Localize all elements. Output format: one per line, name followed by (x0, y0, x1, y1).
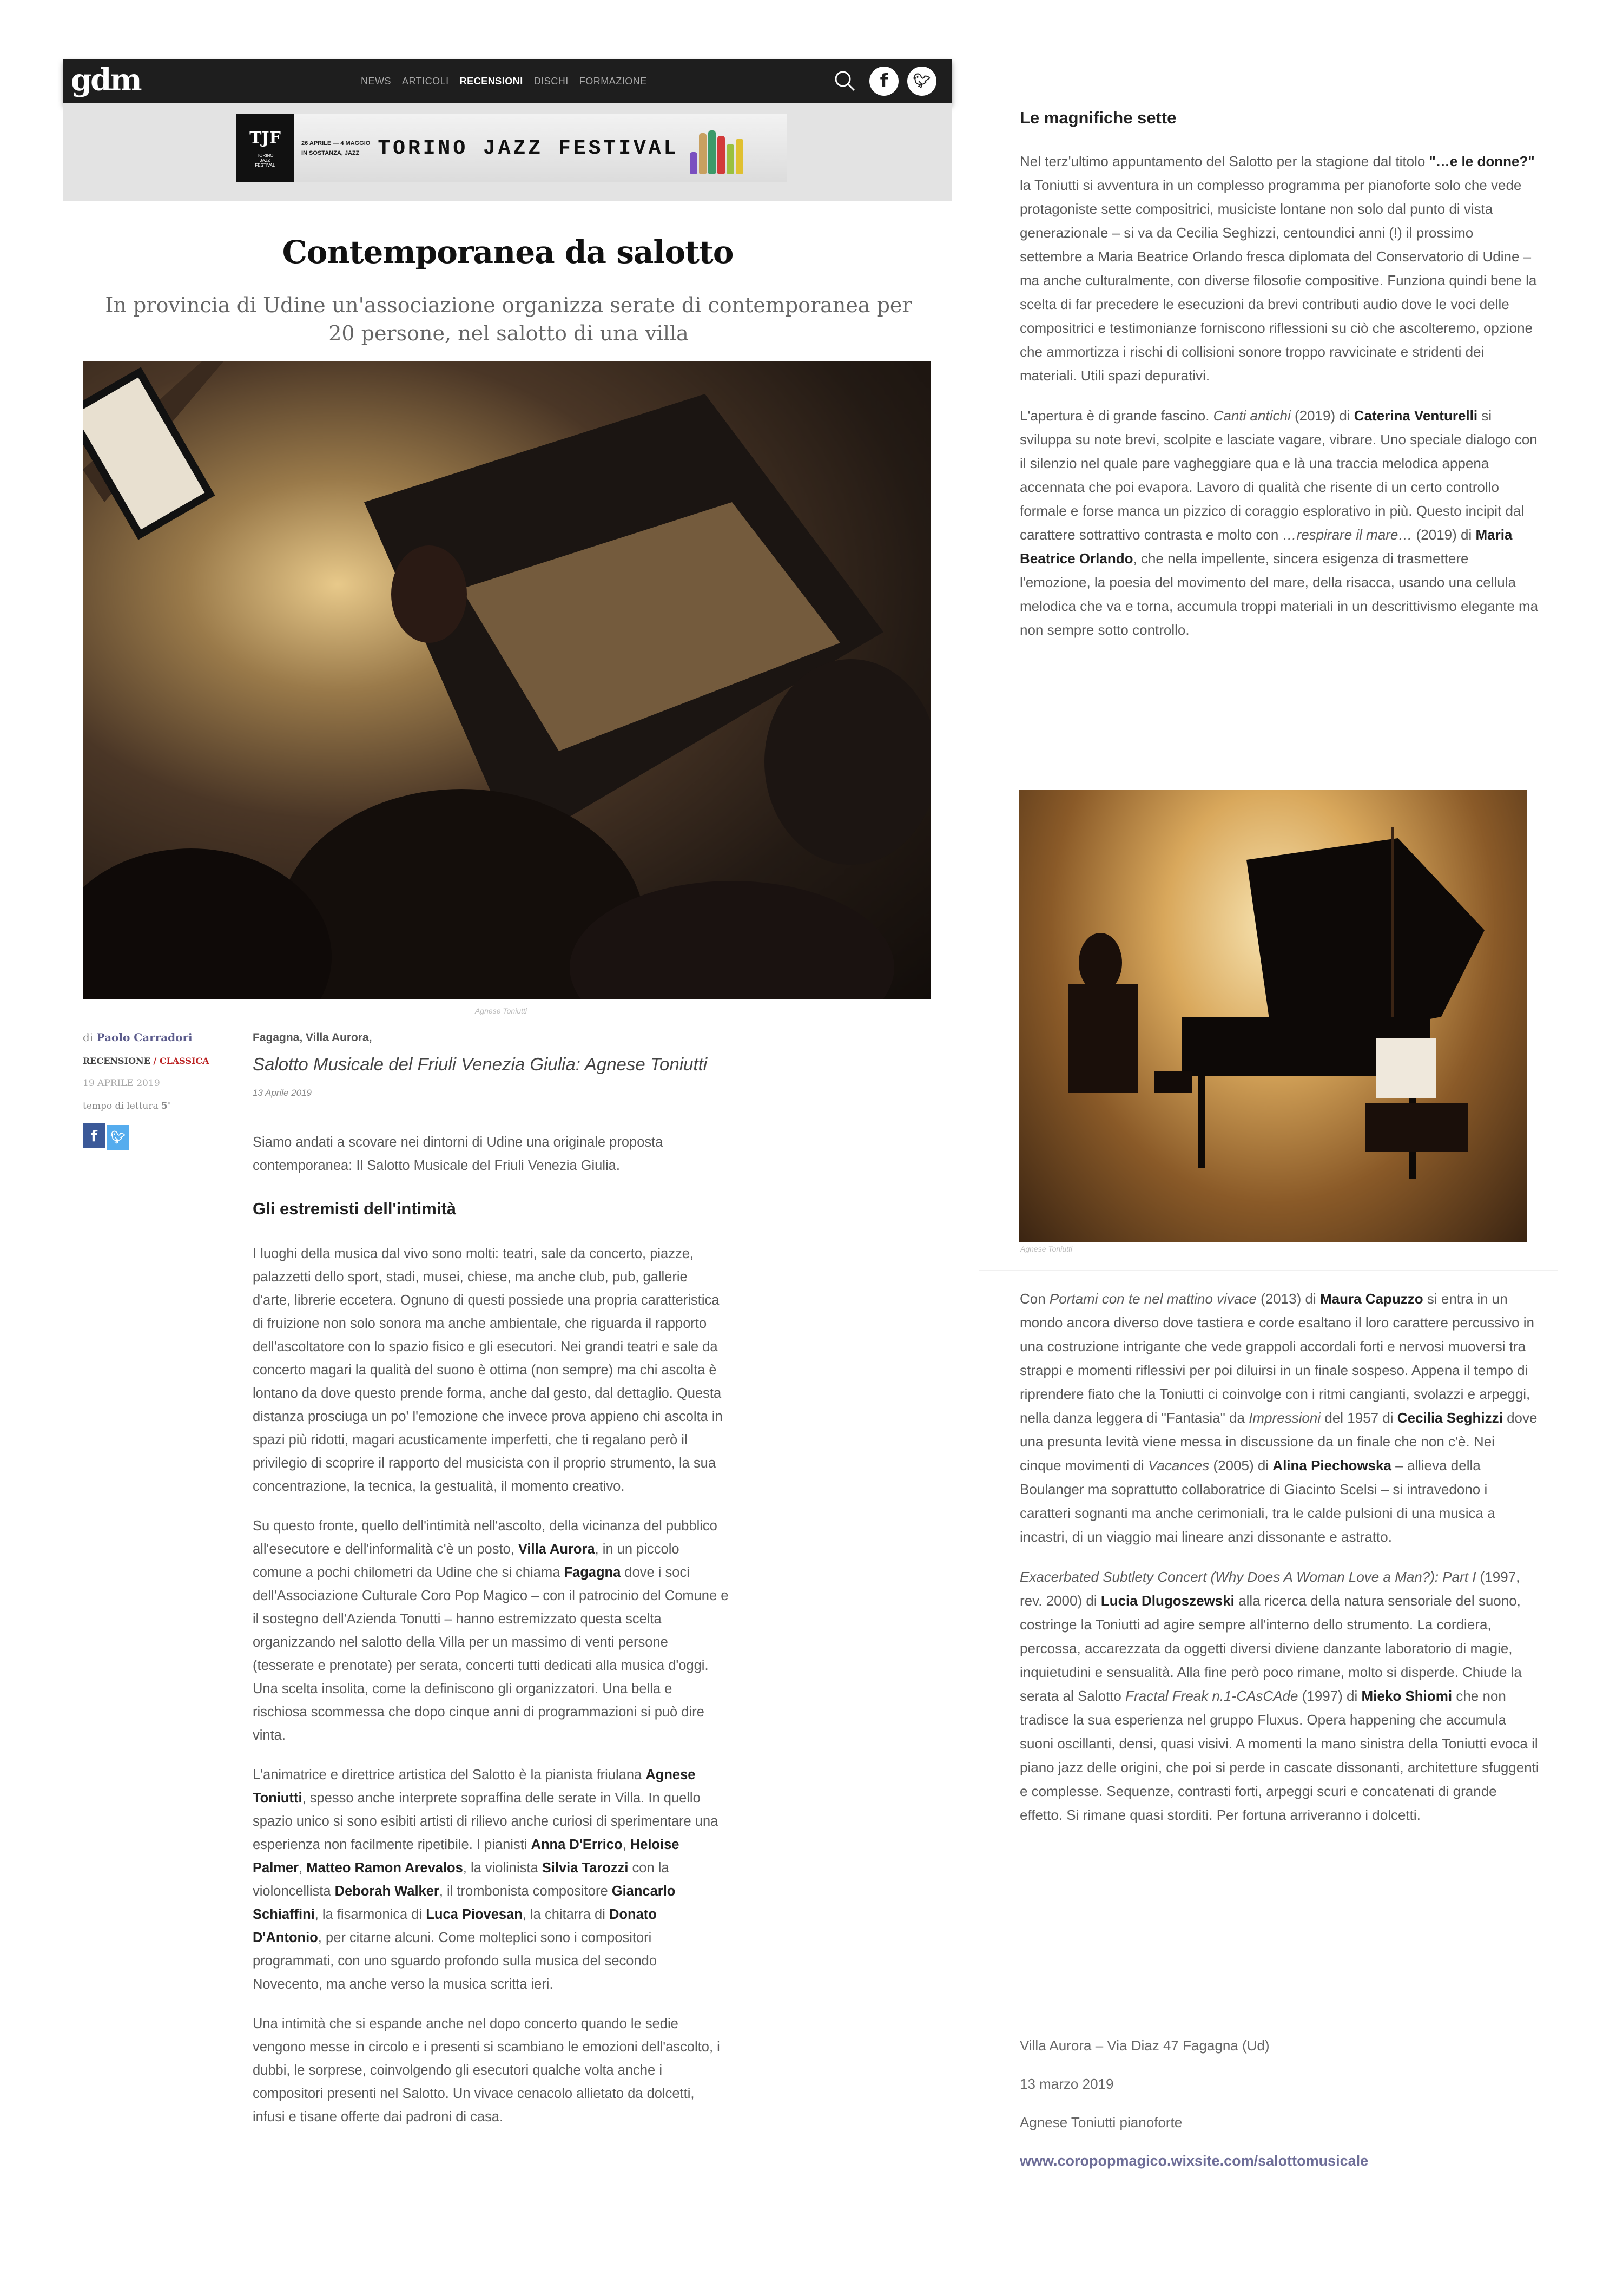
bold-name: Fagagna (564, 1565, 621, 1580)
text-run: L'animatrice e direttrice artistica del Salotto è la pianista friulana (253, 1767, 646, 1782)
text-run: Con (1020, 1291, 1050, 1307)
paragraph-group (1020, 1287, 1539, 1827)
publish-date: 19 APRILE 2019 (83, 1078, 160, 1089)
piano-scene-illustration (1019, 790, 1527, 1242)
festival-dates: 26 APRILE — 4 MAGGIO IN SOSTANZA, JAZZ (301, 140, 371, 156)
bold-name: Deborah Walker (334, 1884, 439, 1899)
bold-name: Agnese Toniutti (253, 1767, 696, 1806)
text-run: , che nella impellente, sincera esigenza di trasmettere l'emozione, la poesia del movimento del mare, della risacca, usando una cellula melodica che va e torna, accumula troppi materiali in un descrittivismo elegante ma non sempre sotto controllo. (1020, 550, 1539, 638)
bold-name: Anna D'Errico (531, 1837, 623, 1852)
bold-name: Heloise Palmer (253, 1837, 679, 1876)
text-run: , (622, 1837, 630, 1852)
paragraph-group (1020, 149, 1539, 642)
twitter-icon[interactable]: 🐦︎ (907, 67, 936, 96)
photo2-caption: Agnese Toniutti (1020, 1245, 1072, 1253)
text-run: (2013) di (1256, 1291, 1320, 1307)
text-run: (2019) di (1412, 527, 1476, 543)
nav-item-articoli[interactable]: ARTICOLI (402, 75, 449, 87)
text-run: , spesso anche interprete sopraffina delle serate in Villa. In quello spazio unico si sono esibiti artisti di rilievo anche curiosi di sperimentare una esperienza non facilmente ripetibile. I pianisti (253, 1791, 718, 1852)
text-run: con la violoncellista (253, 1860, 669, 1899)
article-meta (83, 1031, 234, 1162)
facebook-icon[interactable]: f (869, 67, 899, 96)
nav-item-formazione[interactable]: FORMAZIONE (579, 75, 647, 87)
event-title: Salotto Musicale del Friuli Venezia Giulia: Agnese Toniutti (253, 1054, 708, 1074)
text-run: si entra in un mondo ancora diverso dove tastiera e corde esaltano il loro carattere percussivo in una costruzione intrigante che vede grappoli accordali forti e nervosi muoversi tra strappi e momenti riflessivi per poi diluirsi in un finale sospeso. Appena il tempo di riprendere fiato che la Toniutti ci coinvolge con i ritmi cangianti, svolazzi e arpeggi, nella danza leggera di "Fantasia" da (1020, 1291, 1534, 1426)
paragraph (1020, 404, 1539, 642)
category-link[interactable]: / CLASSICA (153, 1056, 209, 1066)
text-run: , la chitarra di (522, 1907, 609, 1922)
bold-name: Matteo Ramon Arevalos (306, 1860, 463, 1876)
torino-jazz-festival-banner[interactable] (236, 114, 787, 182)
site-logo[interactable]: gdm (71, 62, 141, 98)
text-run: (1997, rev. 2000) di (1020, 1569, 1520, 1609)
text-run: Nel terz'ultimo appuntamento del Salotto per la stagione dal titolo (1020, 153, 1429, 169)
text-run: (2005) di (1209, 1457, 1273, 1473)
nav-item-recensioni[interactable]: RECENSIONI (459, 75, 523, 87)
article-body-right (1020, 108, 1539, 658)
read-time: 5' (161, 1101, 171, 1111)
paragraph (1020, 149, 1539, 387)
website-link[interactable]: www.coropopmagico.wixsite.com/salottomusicale (1020, 2153, 1369, 2169)
text-run: , il trombonista compositore (439, 1884, 612, 1899)
bold-name: Caterina Venturelli (1354, 407, 1478, 424)
text-run: (1997) di (1298, 1688, 1362, 1704)
text-run: dove una presunta levità viene messa in discussione da un finale che non c'è. Nei cinque movimenti di (1020, 1410, 1538, 1473)
concert-scene-illustration (83, 361, 931, 999)
paragraph (253, 2012, 729, 2129)
pianist-photo (1019, 790, 1527, 1242)
bold-name: Luca Piovesan (426, 1907, 523, 1922)
hero-caption: Agnese Toniutti (475, 1006, 527, 1015)
text-run: , in un piccolo comune a pochi chilometri da Udine che si chiama (253, 1542, 679, 1580)
search-icon[interactable] (830, 67, 860, 96)
text-run: , la violinista (463, 1860, 542, 1876)
by-prefix: di (83, 1031, 94, 1044)
article-subtitle: In provincia di Udine un'associazione organizza serate di contemporanea per 20 persone, nel salotto di una villa (105, 293, 912, 345)
paragraph-group (253, 1131, 729, 1177)
article-body-left (253, 1031, 729, 2145)
event-date: 13 Aprile 2019 (253, 1088, 312, 1098)
text-run: si sviluppa su note brevi, scolpite e lasciate vagare, vibrare. Uno speciale dialogo con il silenzio nel quale pare vagheggiare qua e là una traccia melodica appena accennata che poi evapora. Lavoro di qualità che risente di un certo controllo formale e forse manca un pizzico di coraggio esplorativo in più. Questo incipit dal carattere sottrattivo contrasta e molto con (1020, 407, 1538, 543)
paragraph (253, 1764, 729, 1996)
performer: Agnese Toniutti pianoforte (1020, 2114, 1183, 2130)
author-link[interactable]: Paolo Carradori (96, 1031, 193, 1044)
bold-name: Giancarlo Schiaffini (253, 1884, 676, 1922)
top-navbar (63, 59, 952, 103)
bottles-image (688, 114, 743, 182)
festival-name: TORINO JAZZ FESTIVAL (378, 136, 679, 160)
paragraph (253, 1242, 729, 1498)
work-title: Impressioni (1249, 1410, 1321, 1426)
work-title: Exacerbated Subtlety Concert (Why Does A Woman Love a Man?): Part I (1020, 1569, 1476, 1585)
bold-name: Alina Piechowska (1272, 1457, 1391, 1473)
share-twitter-icon[interactable]: 🐦︎ (107, 1125, 129, 1150)
nav-item-news[interactable]: NEWS (361, 75, 391, 87)
paragraph (253, 1131, 729, 1177)
article-body-right-continued (1020, 1287, 1539, 1843)
venue-address: Villa Aurora – Via Diaz 47 Fagagna (Ud) (1020, 2037, 1270, 2054)
bold-name: Maura Capuzzo (1319, 1291, 1423, 1307)
share-facebook-icon[interactable]: f (83, 1123, 105, 1148)
ad-area (63, 103, 952, 201)
event-info (1020, 2037, 1368, 2169)
bold-name: Lucia Dlugoszewski (1100, 1593, 1235, 1609)
text-run: I luoghi della musica dal vivo sono molti: teatri, sale da concerto, piazze, palazzetti dello sport, stadi, musei, chiese, ma anche club, pub, gallerie d'arte, librerie eccetera. Ognuno di questi possiede una propria caratteristica di fruizione non solo sonora ma anche ambientale, che riguarda il rapporto dell'ascoltatore con lo spazio fisico e gli esecutori. Nei grandi teatri e sale da concerto magari la qualità del suono è ottima (non sempre) ma chi ascolta è lontano da dove questo prende forma, anche dal gesto, dal dettaglio. Questa distanza prosciuga un po' l'emozione che invece prova appieno chi ascolta in spazi più ridotti, magari acusticamente imperfetti, che ti regalano però il privilegio di scoprire il rapporto del musicista con il proprio strumento, la sua concentrazione, la tecnica, la gestualità, il momento creativo. (253, 1246, 723, 1494)
divider (979, 1270, 1558, 1271)
hero-photo (83, 361, 931, 999)
paragraph-group (253, 1242, 729, 2129)
text-run: Siamo andati a scovare nei dintorni di Udine una originale proposta contemporanea: Il Salotto Musicale del Friuli Venezia Giulia. (253, 1135, 663, 1173)
text-run: , per citarne alcuni. Come molteplici sono i compositori programmati, con uno sguardo profondo sulla musica del secondo Novecento, ma anche verso la musica scritta ieri. (253, 1930, 657, 1992)
text-run: che non tradisce la sua esperienza nel gruppo Fluxus. Opera happening che accumula suoni oscillanti, densi, quasi visivi. A momenti la mano sinistra della Toniutti evoca il piano jazz delle origini, che poi si perde in cascate dissonanti, architetture sfuggenti e complesse. Sequenze, contrasti forti, arpeggi scuri e concatenati di grande effetto. Si rimane quasi storditi. Per fortuna arriveranno i dolcetti. (1020, 1688, 1539, 1823)
text-run: dove i soci dell'Associazione Culturale Coro Pop Magico – con il patrocinio del Comune e il sostegno dell'Azienda Tonutti – hanno estremizzato questa scelta organizzando nel salotto della Villa per un massimo di venti persone (tesserate e prenotate) per serata, concerti tutti dedicati alla musica d'oggi. Una scelta insolita, come la definiscono gli organizzatori. Una bella e rischiosa scommessa che dopo cinque anni di programmazioni si può dire vinta. (253, 1565, 729, 1743)
concert-date: 13 marzo 2019 (1020, 2076, 1114, 2092)
event-place: Fagagna, Villa Aurora, (253, 1031, 372, 1044)
text-run: Su questo fronte, quello dell'intimità nell'ascolto, della vicinanza del pubblico all'esecutore e dell'informalità c'è un posto, (253, 1518, 717, 1557)
work-title: Vacances (1148, 1457, 1210, 1473)
text-run: , (299, 1860, 307, 1876)
bold-name: Villa Aurora (518, 1542, 595, 1557)
work-title: …respirare il mare… (1282, 527, 1413, 543)
main-menu (361, 59, 647, 103)
tjf-logo: TJF TORINO JAZZ FESTIVAL (236, 114, 294, 182)
text-run: del 1957 di (1321, 1410, 1397, 1426)
text-run: la Toniutti si avventura in un complesso programma per pianoforte solo che vede protagoniste sette compositrici, musiciste lontane non solo dal punto di vista generazionale – si va da Cecilia Seghizzi, centoundici anni (!) il prossimo settembre a Maria Beatrice Orlando fresca diplomata del Conservatorio di Udine – ma anche culturalmente, con diverse filosofie compositive. Funziona quindi bene la scelta di far precedere le esecuzioni da brevi contributi audio dove le voci delle compositrici e testimonianze forniscono riflessioni su ciò che ascolteremo, opzione che ammortizza i rischi di collisioni sonore troppo ravvicinate e stridenti dei materiali. Utili spazi depurativi. (1020, 177, 1537, 384)
text-run: (2019) di (1290, 407, 1354, 424)
bold-name: Donato D'Antonio (253, 1907, 657, 1945)
text-run: – allieva della Boulanger ma soprattutto collaboratrice di Giacinto Scelsi – si intravedono i caratteri sognanti ma anche cerimoniali, tra le calde pulsioni di una musica a incastri, di un viaggio mai lineare anzi dissonante e astratto. (1020, 1457, 1495, 1545)
bold-name: "…e le donne?" (1429, 153, 1535, 169)
bold-name: Cecilia Seghizzi (1397, 1410, 1503, 1426)
paragraph (253, 1515, 729, 1747)
nav-item-dischi[interactable]: DISCHI (533, 75, 569, 87)
article-title: Contemporanea da salotto (282, 234, 734, 271)
section-heading: Le magnifiche sette (1020, 108, 1177, 127)
work-title: Portami con te nel mattino vivace (1049, 1291, 1257, 1307)
bold-name: Silvia Tarozzi (542, 1860, 629, 1876)
text-run: L'apertura è di grande fascino. (1020, 407, 1213, 424)
work-title: Canti antichi (1213, 407, 1291, 424)
read-time-label: tempo di lettura (83, 1101, 159, 1111)
section-heading: Gli estremisti dell'intimità (253, 1199, 457, 1218)
text-run: Una intimità che si espande anche nel dopo concerto quando le sedie vengono messe in circolo e i presenti si scambiano le emozioni dell'ascolto, i dubbi, le sorprese, coinvolgendo gli esecutori qualche volta anche i compositori presenti nel Salotto. Un vivace cenacolo allietato da dolcetti, infusi e tisane offerte dai padroni di casa. (253, 2016, 720, 2124)
type-label[interactable]: RECENSIONE (83, 1056, 150, 1066)
bold-name: Maria Beatrice Orlando (1020, 527, 1513, 567)
text-run: alla ricerca della natura sensoriale del suono, costringe la Toniutti ad agire sempre all'interno dello strumento. La cordiera, percossa, accarezzata da oggetti diversi diviene danzante laboratorio di magie, inquietudini e sensualità. Alla fine però poco rimane, molto si disperde. Chiude la serata al Salotto (1020, 1593, 1522, 1704)
text-run: , la fisarmonica di (314, 1907, 426, 1922)
paragraph (1020, 1565, 1539, 1827)
bold-name: Mieko Shiomi (1361, 1688, 1453, 1704)
paragraph (1020, 1287, 1539, 1549)
work-title: Fractal Freak n.1-CAsCAde (1125, 1688, 1298, 1704)
